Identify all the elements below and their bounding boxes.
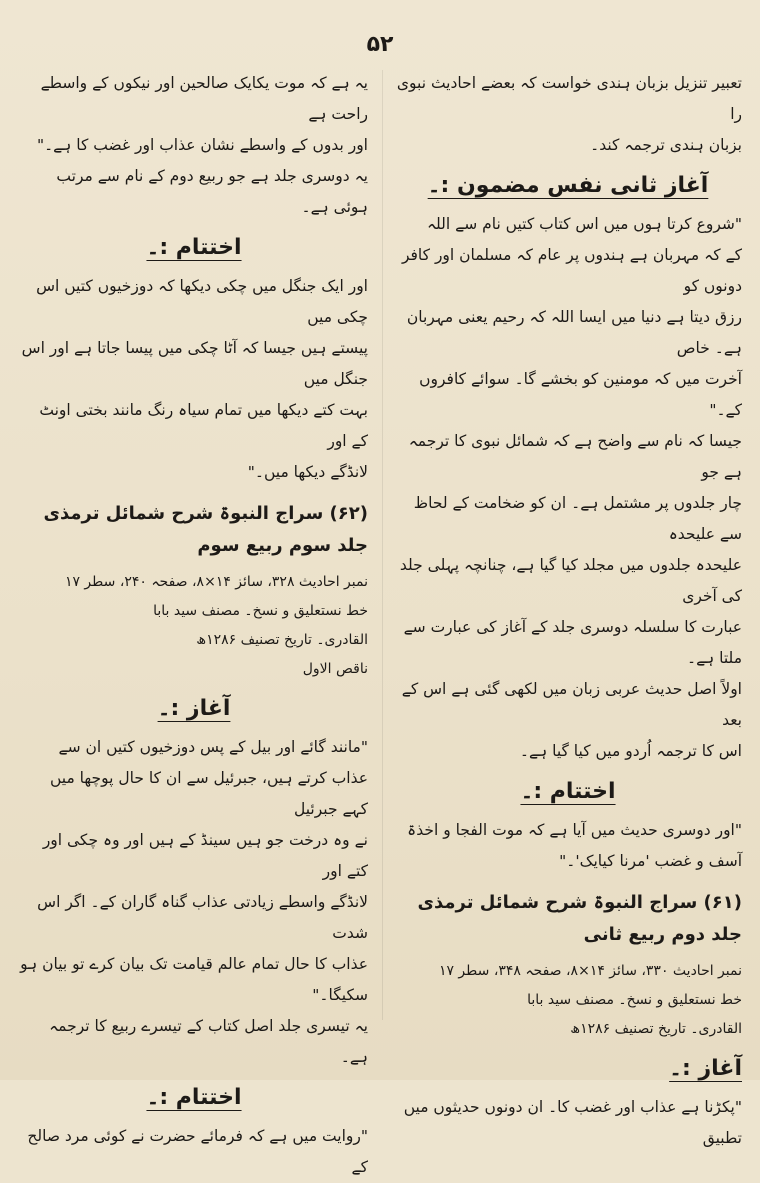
right-aghaz-text — [394, 209, 742, 767]
text-line: "مانند گائے اور بیل کے پس دوزخیوں کتیں ان سے — [58, 738, 368, 756]
right-intro — [394, 68, 742, 161]
text-line: یہ دوسری جلد ہے جو ربیع دوم کے نام سے مرتب ہوئی ہے۔ — [56, 167, 368, 216]
text-line: عذاب کا حال تمام عالم قیامت تک بیان کرے تو بیان ہو سکیگا۔" — [20, 955, 368, 1004]
text-line: آخرت میں کہ مومنین کو بخشے گا۔ سوائے کافروں کے۔" — [419, 370, 742, 419]
entry-meta-61 — [394, 957, 742, 1044]
text-line: "پکڑنا ہے عذاب اور غضب کا۔ ان دونوں حدیثوں میں تطبیق — [403, 1098, 742, 1147]
entry-title-61: (۶۱) سراج النبوۃ شرح شمائل ترمذی جلد دوم ربیع ثانی — [417, 892, 742, 945]
entry-title-62: (۶۲) سراج النبوۃ شرح شمائل ترمذی جلد سوم ربیع سوم — [43, 503, 368, 556]
meta-line: القادری۔ تاریخ تصنیف ۱۲۸۶ھ — [570, 1021, 742, 1037]
meta-line: القادری۔ تاریخ تصنیف ۱۲۸۶ھ — [196, 632, 368, 648]
section-heading-aghaz: آغاز :۔ — [157, 696, 231, 721]
text-line: عذاب کرتے ہیں، جبرئیل سے ان کا حال پوچھا میں کہے جبرئیل — [49, 769, 368, 818]
right-column — [394, 68, 742, 1147]
text-line: اس کا ترجمہ اُردو میں کیا گیا ہے۔ — [519, 742, 742, 760]
text-line: تعبیر تنزیل بزبان ہندی خواست کہ بعضے احادیث نبوی را — [396, 74, 742, 123]
right-ikhtitam-text — [394, 815, 742, 877]
column-divider — [382, 70, 383, 1020]
text-line: یہ تیسری جلد اصل کتاب کے تیسرے ربیع کا ترجمہ ہے۔ — [49, 1017, 368, 1066]
section-heading-aghaz-sani: آغاز ثانی نفس مضمون :۔ — [427, 173, 709, 198]
text-line: لانڈگے واسطے زیادتی عذاب گناہ گاران کے۔ اگر اس شدت — [37, 893, 368, 942]
entry-meta-62 — [20, 568, 368, 684]
text-line: "اور دوسری حدیث میں آیا ہے کہ موت الفجا و اخذۃ — [407, 821, 742, 839]
text-line: کے کہ مہربان ہے ہندوں پر عام کہ مسلمان اور کافر دونوں کو — [401, 246, 742, 295]
text-line: علیحدہ جلدوں میں مجلد کیا گیا ہے، چنانچہ پہلی جلد کی آخری — [399, 556, 742, 605]
meta-line: ناقص الاول — [302, 661, 368, 677]
text-line: چار جلدوں پر مشتمل ہے۔ ان کو ضخامت کے لحاظ سے علیحدہ — [413, 494, 742, 543]
left-ikhtitam2-text — [20, 1121, 368, 1183]
text-line: رزق دیتا ہے دنیا میں ایسا اللہ کہ رحیم یعنی مہربان ہے۔ خاص — [406, 308, 742, 357]
text-line: عبارت کا سلسلہ دوسری جلد کے آغاز کی عبارت سے ملتا ہے۔ — [403, 618, 742, 667]
text-line: بزبان ہندی ترجمہ کند۔ — [590, 136, 742, 154]
left-column — [20, 68, 368, 1176]
section-heading-aghaz: آغاز :۔ — [669, 1056, 742, 1081]
text-line: نے وہ درخت جو ہیں سینڈ کے ہیں اور وہ چکی اور کتے اور — [42, 831, 368, 880]
meta-line: نمبر احادیث ۳۳۰، سائز ۱۴×۸، صفحہ ۳۴۸، سطر ۱۷ — [438, 963, 742, 979]
left-aghaz-text — [20, 732, 368, 1073]
left-ikhtitam-text — [20, 271, 368, 488]
right-aghaz2-text — [394, 1092, 742, 1154]
text-line: اور ایک جنگل میں چکی دیکھا کہ دوزخیوں کتیں اس چکی میں — [36, 277, 368, 326]
section-heading-ikhtitam: اختتام :۔ — [520, 779, 616, 804]
text-line: اور بدوں کے واسطے نشان عذاب اور غضب کا ہے۔" — [36, 136, 368, 154]
text-line: یہ ہے کہ موت یکایک صالحین اور نیکوں کے واسطے راحت ہے — [40, 74, 368, 123]
text-line: پیستے ہیں جیسا کہ آٹا چکی میں پیسا جاتا ہے اور اس جنگل میں — [21, 339, 368, 388]
section-heading-ikhtitam-2: اختتام :۔ — [146, 1085, 242, 1110]
page-number: ۵۲ — [366, 32, 394, 57]
meta-line: خط نستعلیق و نسخ۔ مصنف سید بابا — [527, 992, 742, 1008]
text-line: آسف و غضب 'مرنا کیایک'۔" — [559, 852, 742, 870]
text-line: اولاً اصل حدیث عربی زبان میں لکھی گئی ہے اس کے بعد — [401, 680, 742, 729]
left-intro — [20, 68, 368, 223]
text-line: "روایت میں ہے کہ فرمائے حضرت نے کوئی مرد صالح کے — [27, 1127, 368, 1176]
text-line: بہت کتے دیکھا میں تمام سیاہ رنگ مانند بختی اونٹ کے اور — [39, 401, 368, 450]
text-line: لانڈگے دیکھا میں۔" — [247, 463, 368, 481]
section-heading-ikhtitam: اختتام :۔ — [146, 235, 242, 260]
meta-line: خط نستعلیق و نسخ۔ مصنف سید بابا — [153, 603, 368, 619]
meta-line: نمبر احادیث ۳۲۸، سائز ۱۴×۸، صفحہ ۲۴۰، سطر ۱۷ — [64, 574, 368, 590]
text-line: "شروع کرتا ہوں میں اس کتاب کتیں نام سے اللہ — [426, 215, 742, 233]
text-line: جیسا کہ نام سے واضح ہے کہ شمائل نبوی کا ترجمہ ہے جو — [408, 432, 742, 481]
